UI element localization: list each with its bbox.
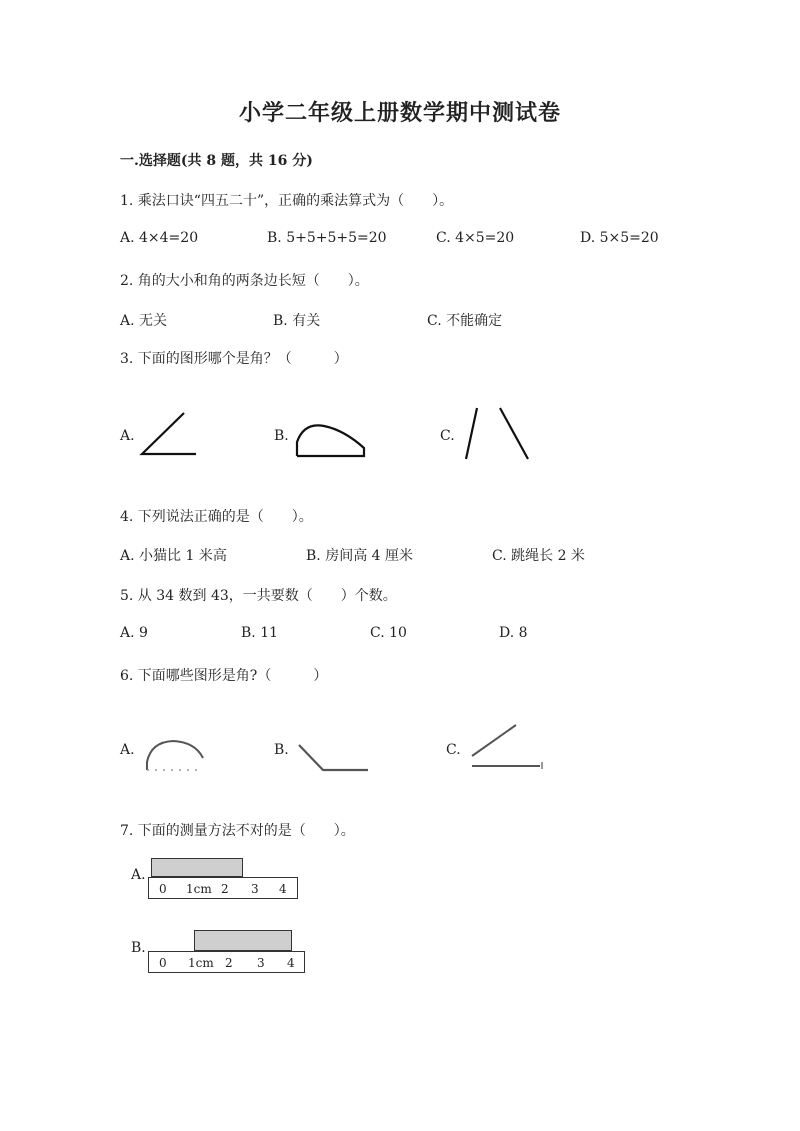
q3-option-c[interactable]: C. (440, 428, 455, 444)
q4-option-a[interactable]: A. 小猫比 1 米高 (120, 548, 227, 564)
q3-figure-a-angle (140, 410, 200, 460)
question-2: 2. 角的大小和角的两条边长短（ ）。 (120, 273, 369, 289)
q3-option-b[interactable]: B. (274, 428, 289, 444)
ruler-label-3: 3 (257, 956, 265, 970)
page-title: 小学二年级上册数学期中测试卷 (238, 100, 561, 126)
q4-option-c[interactable]: C. 跳绳长 2 米 (492, 548, 585, 564)
q3-figure-c-lines (460, 405, 532, 463)
ruler-label-1cm: 1cm (188, 956, 214, 970)
ruler-label-1cm: 1cm (186, 882, 212, 896)
q6-option-b[interactable]: B. (274, 742, 289, 758)
measured-bar (151, 858, 243, 877)
q6-figure-b-angle (296, 742, 372, 774)
q2-option-b[interactable]: B. 有关 (273, 313, 321, 329)
q4-option-b[interactable]: B. 房间高 4 厘米 (306, 548, 413, 564)
q2-option-a[interactable]: A. 无关 (120, 313, 168, 329)
q6-option-a[interactable]: A. (120, 742, 135, 758)
q5-option-b[interactable]: B. 11 (241, 625, 279, 641)
q3-figure-b-curve (294, 420, 370, 460)
q1-option-a[interactable]: A. 4×4=20 (120, 230, 199, 246)
ruler-label-4: 4 (279, 882, 287, 896)
ruler-label-3: 3 (251, 882, 259, 896)
question-1: 1. 乘法口诀“四五二十”，正确的乘法算式为（ ）。 (120, 193, 454, 209)
q5-option-a[interactable]: A. 9 (120, 625, 148, 641)
measured-bar (194, 930, 292, 951)
q1-option-d[interactable]: D. 5×5=20 (580, 230, 659, 246)
question-7: 7. 下面的测量方法不对的是（ ）。 (120, 823, 355, 839)
question-4: 4. 下列说法正确的是（ ）。 (120, 509, 313, 525)
question-6: 6. 下面哪些图形是角?（ ） (120, 668, 328, 684)
ruler-label-4: 4 (287, 956, 295, 970)
q1-option-c[interactable]: C. 4×5=20 (436, 230, 515, 246)
q7-option-a[interactable]: A. (131, 867, 146, 883)
ruler-label-2: 2 (225, 956, 233, 970)
question-3: 3. 下面的图形哪个是角？（ ） (120, 351, 348, 367)
q6-figure-a-arc (143, 738, 207, 774)
q1-option-b[interactable]: B. 5+5+5+5=20 (267, 230, 387, 246)
q5-option-d[interactable]: D. 8 (499, 625, 528, 641)
q3-option-a[interactable]: A. (120, 428, 135, 444)
q7-figure-a-ruler (148, 858, 300, 902)
q7-option-b[interactable]: B. (131, 940, 146, 956)
section-heading: 一.选择题(共 8 题，共 16 分) (120, 153, 313, 169)
ruler-label-0: 0 (159, 882, 167, 896)
q2-option-c[interactable]: C. 不能确定 (427, 313, 503, 329)
q5-option-c[interactable]: C. 10 (370, 625, 407, 641)
q7-figure-b-ruler (148, 930, 308, 976)
q6-option-c[interactable]: C. (446, 742, 461, 758)
ruler-label-2: 2 (221, 882, 229, 896)
ruler-label-0: 0 (159, 956, 167, 970)
q6-figure-c-lines (468, 722, 548, 772)
question-5: 5. 从 34 数到 43，一共要数（ ）个数。 (120, 588, 397, 604)
